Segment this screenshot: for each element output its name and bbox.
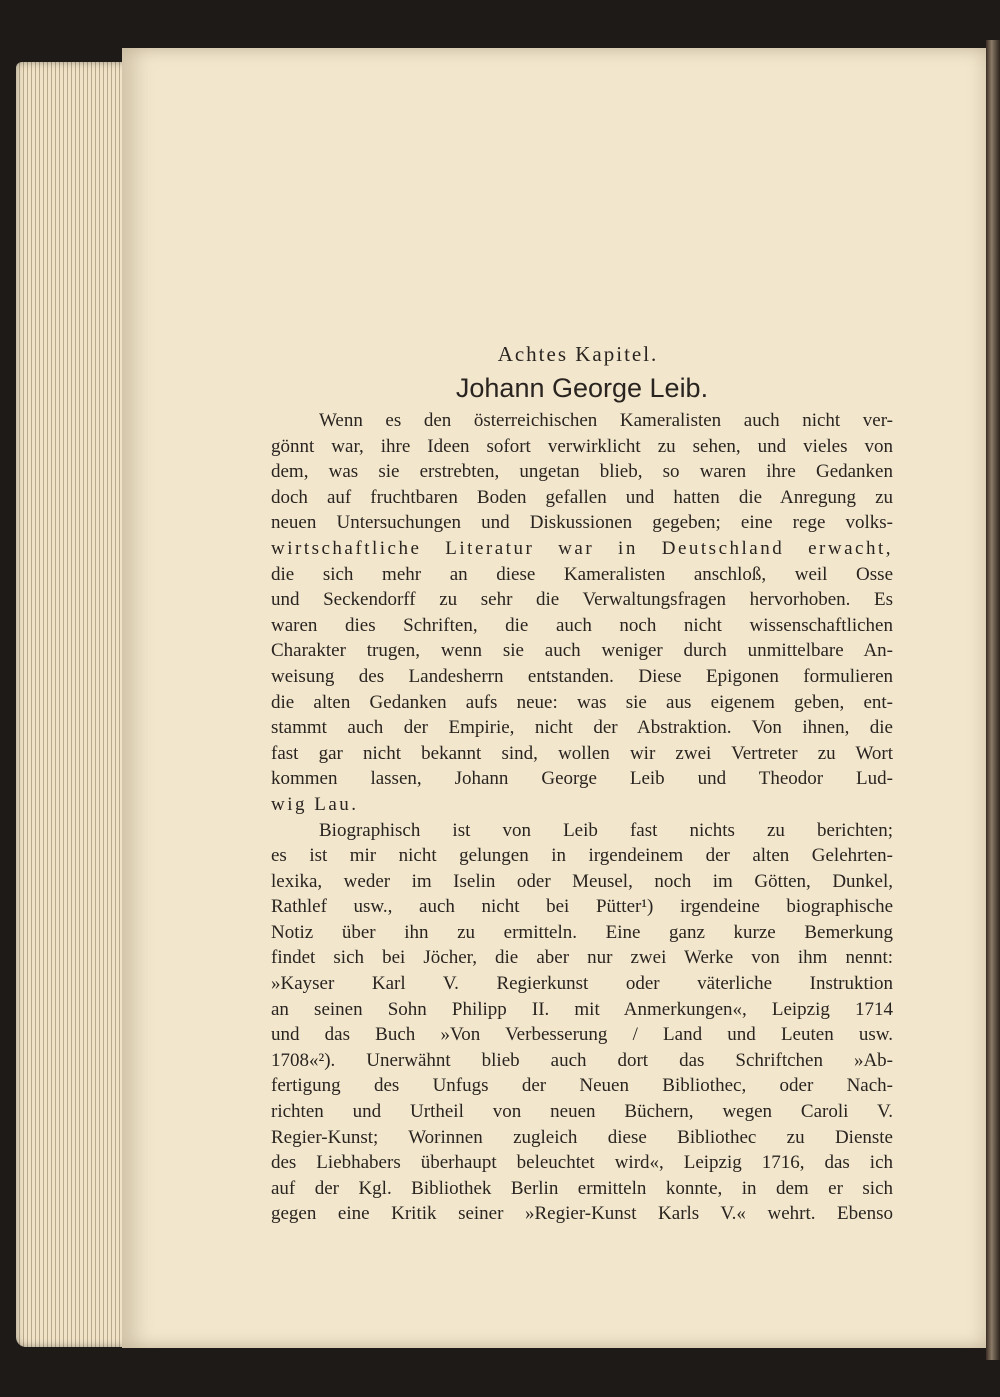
book-gutter (986, 40, 1000, 1360)
text-line: Notiz über ihn zu ermitteln. Eine ganz kurze Bemerkung (271, 921, 893, 943)
paragraph-1 (271, 408, 893, 818)
text-line: es ist mir nicht gelungen in irgendeinem der alten Gelehrten- (271, 845, 893, 867)
text-line: Regier-Kunst; Worinnen zugleich diese Bibliothec zu Dienste (271, 1126, 893, 1148)
text-line: des Liebhabers überhaupt beleuchtet wird«, Leipzig 1716, das ich (271, 1152, 893, 1174)
text-line: an seinen Sohn Philipp II. mit Anmerkungen«, Leipzig 1714 (271, 998, 893, 1020)
chapter-title: Johann George Leib. (455, 373, 709, 403)
text-line: waren dies Schriften, die auch noch nicht wissenschaftlichen (271, 614, 893, 636)
text-line: kommen lassen, Johann George Leib und Theodor Lud- (271, 768, 893, 790)
text-line: weisung des Landesherrn entstanden. Diese Epigonen formulieren (271, 665, 893, 687)
text-line: die alten Gedanken aufs neue: was sie aus eigenem geben, ent- (271, 691, 893, 713)
chapter-number: Achtes Kapitel. (497, 342, 659, 366)
text-line: Charakter trugen, wenn sie auch weniger durch unmittelbare An- (271, 640, 893, 662)
text-line: wirtschaftliche Literatur war in Deutschland erwacht, (271, 537, 893, 559)
page-edges (16, 62, 136, 1347)
text-line: lexika, weder im Iselin oder Meusel, noch im Götten, Dunkel, (271, 870, 893, 892)
text-line: und Seckendorff zu sehr die Verwaltungsfragen hervorhoben. Es (271, 589, 893, 611)
text-line: fertigung des Unfugs der Neuen Bibliothec, oder Nach- (271, 1075, 893, 1097)
text-block (271, 340, 893, 1227)
text-line: Wenn es den österreichischen Kameralisten auch nicht ver- (319, 410, 893, 431)
text-line: auf der Kgl. Bibliothek Berlin ermitteln konnte, in dem er sich (271, 1177, 893, 1199)
paragraph-2 (271, 818, 893, 1228)
text-line: neuen Untersuchungen und Diskussionen gegeben; eine rege volks- (271, 512, 893, 534)
text-line: richten und Urtheil von neuen Büchern, wegen Caroli V. (271, 1101, 893, 1123)
text-line: doch auf fruchtbaren Boden gefallen und hatten die Anregung zu (271, 486, 893, 508)
text-line: fast gar nicht bekannt sind, wollen wir zwei Vertreter zu Wort (271, 742, 893, 764)
text-line: 1708«²). Unerwähnt blieb auch dort das Schriftchen »Ab- (271, 1049, 893, 1071)
text-line: und das Buch »Von Verbesserung / Land und Leuten usw. (271, 1024, 893, 1046)
text-line: findet sich bei Jöcher, die aber nur zwei Werke von ihm nennt: (271, 947, 893, 969)
text-line: »Kayser Karl V. Regierkunst oder väterliche Instruktion (271, 973, 893, 995)
text-line: Rathlef usw., auch nicht bei Pütter¹) irgendeine biographische (271, 896, 893, 918)
text-line: gönnt war, ihre Ideen sofort verwirklicht zu sehen, und vieles von (271, 435, 893, 457)
text-line: Biographisch ist von Leib fast nichts zu berichten; (319, 819, 893, 841)
text-line: die sich mehr an diese Kameralisten anschloß, weil Osse (271, 563, 893, 585)
text-line: gegen eine Kritik seiner »Regier-Kunst Karls V.« wehrt. Ebenso (271, 1203, 893, 1225)
text-line: wig Lau. (271, 793, 359, 815)
text-line: dem, was sie erstrebten, ungetan blieb, so waren ihre Gedanken (271, 461, 893, 483)
text-line: stammt auch der Empirie, nicht der Abstraktion. Von ihnen, die (271, 717, 893, 739)
